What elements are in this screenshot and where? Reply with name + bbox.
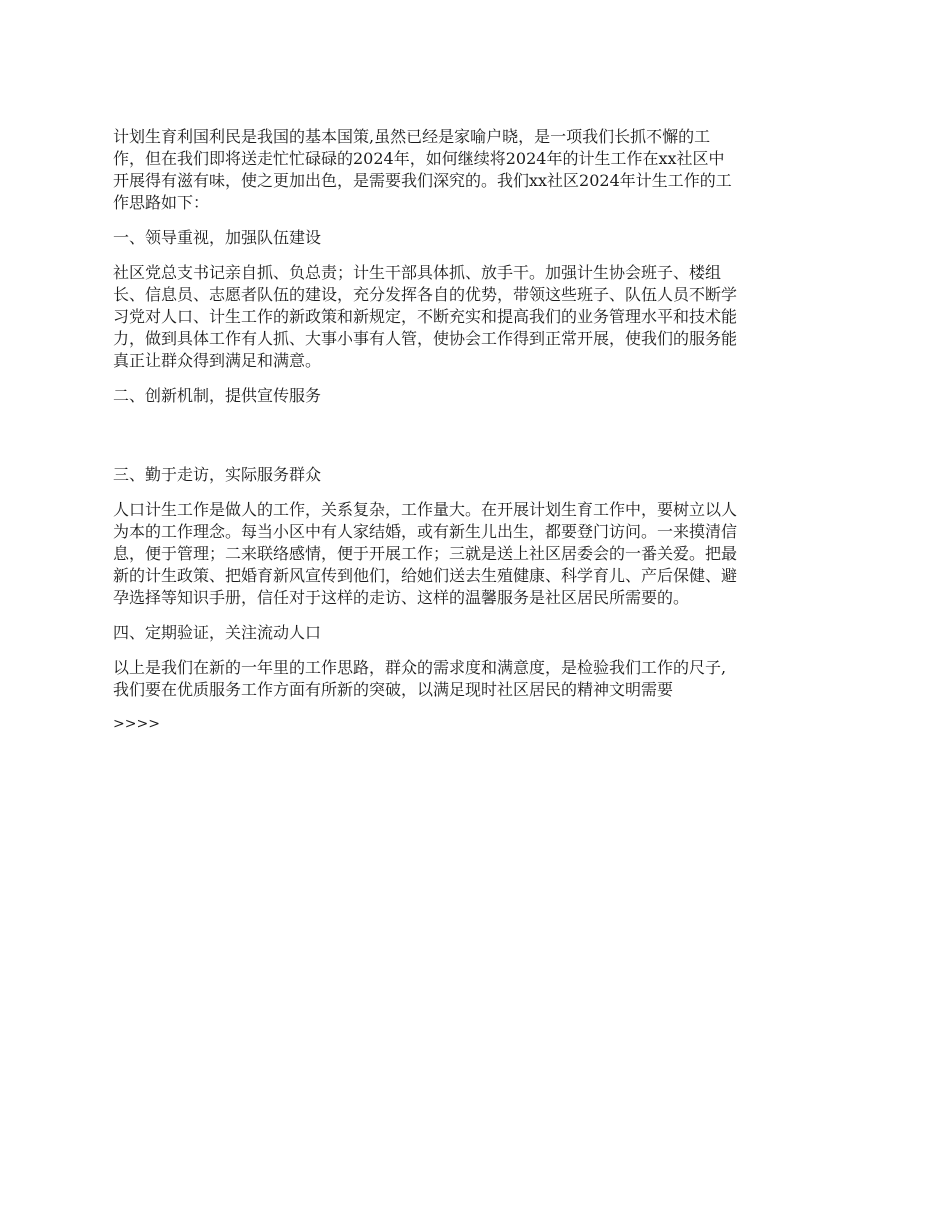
intro-paragraph: 计划生育利国利民是我国的基本国策,虽然已经是家喻户晓，是一项我们长抓不懈的工 作，但在我们即将送走忙忙碌碌的2024年，如何继续将2024年的计生工作在xx社区中 开展得有滋有味，使之更加出色，是需要我们深究的。我们xx社区2024年计生工作的工 作思路如下： bbox=[113, 127, 732, 212]
end-marker: >>>> bbox=[113, 716, 160, 732]
section-2-heading: 二、创新机制，提供宣传服务 bbox=[113, 386, 322, 405]
document-page bbox=[113, 126, 841, 734]
section-3-heading: 三、勤于走访，实际服务群众 bbox=[113, 465, 322, 484]
section-1-heading: 一、领导重视，加强队伍建设 bbox=[113, 228, 322, 247]
section-2-empty-space bbox=[113, 420, 841, 464]
section-1-body: 社区党总支书记亲自抓、负总责；计生干部具体抓、放手干。加强计生协会班子、楼组 长、信息员、志愿者队伍的建设，充分发挥各自的优势，带领这些班子、队伍人员不断学 习党对人口、计生工作的新政策和新规定，不断充实和提高我们的业务管理水平和技术能 力，做到具体工作有人抓、大事小事有人管，使协会工作得到正常开展，使我们的服务能 真正让群众得到满足和满意。 bbox=[113, 263, 738, 370]
closing-paragraph: 以上是我们在新的一年里的工作思路，群众的需求度和满意度，是检验我们工作的尺子, 我们要在优质服务工作方面有所新的突破，以满足现时社区居民的精神文明需要 bbox=[113, 658, 727, 699]
section-3-body: 人口计生工作是做人的工作，关系复杂，工作量大。在开展计划生育工作中，要树立以人 为本的工作理念。每当小区中有人家结婚，或有新生儿出生，都要登门访问。一来摸清信 息，便于管理；二来联络感情，便于开展工作；三就是送上社区居委会的一番关爱。把最 新的计生政策、把婚育新风宣传到他们，给她们送去生殖健康、科学育儿、产后保健、避 孕选择等知识手册，信任对于这样的走访、这样的温馨服务是社区居民所需要的。 bbox=[113, 500, 738, 607]
section-4-heading: 四、定期验证，关注流动人口 bbox=[113, 623, 322, 642]
